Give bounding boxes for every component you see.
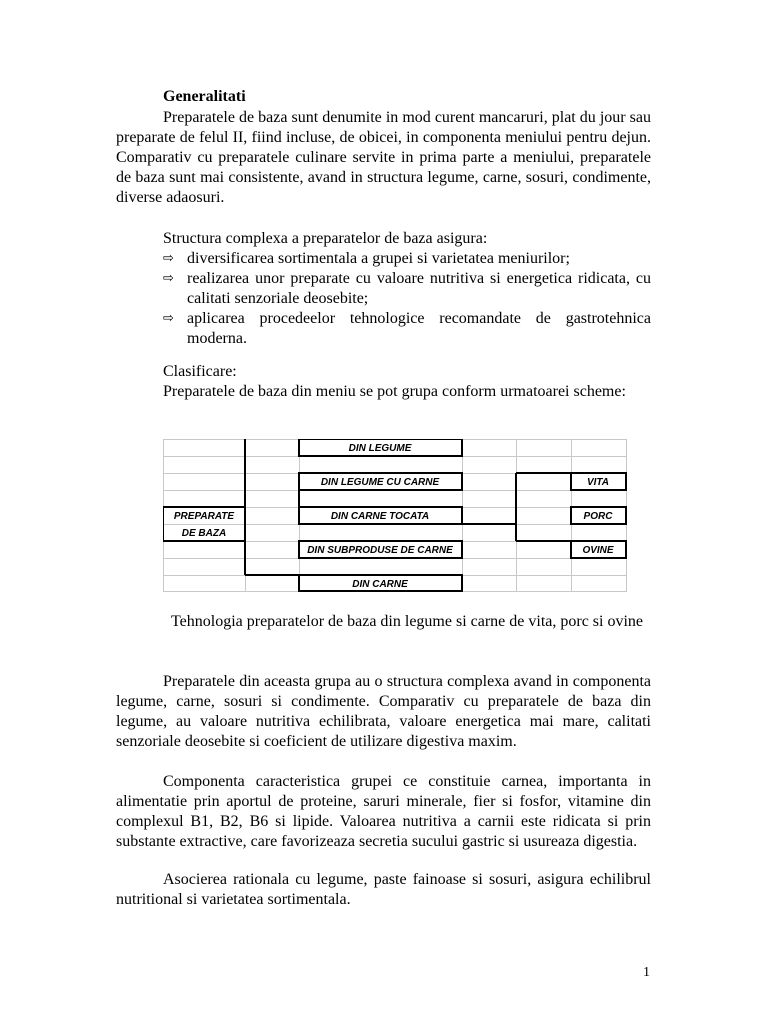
paragraph-association: Asocierea rationala cu legume, paste fainoase si sosuri, asigura echilibrul nutritional si varietatea sortimentala.: [116, 871, 651, 908]
paragraph-intro: Preparatele de baza sunt denumite in mod curent mancaruri, plat du jour sau preparate de felul II, fiind incluse, de obicei, in componenta meniului pentru dejun. Comparativ cu preparatele culinare servite in prima parte a meniului, preparatele de baza sunt mai consistente, avand in structura legume, carne, sosuri, condimente, diverse adaosuri.: [116, 109, 651, 206]
arrow-bullet-icon: ⇨: [163, 271, 174, 286]
meat-porc: PORC: [583, 511, 613, 522]
meat-ovine: OVINE: [582, 545, 614, 556]
list-item: ⇨ realizarea unor preparate cu valoare nutritiva si energetica ridicata, cu calitati senzoriale deosebite;: [163, 270, 651, 307]
category-din-legume: DIN LEGUME: [348, 443, 412, 454]
category-din-legume-cu-carne: DIN LEGUME CU CARNE: [320, 477, 440, 488]
arrow-bullet-icon: ⇨: [163, 251, 174, 266]
category-din-carne-tocata: DIN CARNE TOCATA: [330, 511, 430, 522]
classification-diagram: [163, 439, 627, 592]
paragraph-complex-structure: Preparatele din aceasta grupa au o structura complexa avand in componenta legume, carne, sosuri si condimente. Comparativ cu preparatele de baza din legume, au valoare nutritiva echilibrata, valoare energetica mai mare, calitati senzoriale deosebite si coeficient de utilizare digestiva maxim.: [116, 673, 651, 750]
benefits-list: [163, 249, 651, 349]
root-label-line2: DE BAZA: [181, 528, 227, 539]
page-number: 1: [643, 965, 650, 980]
root-label-line1: PREPARATE: [173, 511, 235, 522]
paragraph-meat-component: Componenta caracteristica grupei ce constituie carnea, importanta in alimentatie prin aportul de proteine, saruri minerale, fier si fosfor, vitamine din complexul B1, B2, B6 si lipide. Valoarea nutritiva a carnii este ridicata si prin substante extractive, care favorizeaza secretia sucului gastric si usureaza digestia.: [116, 773, 651, 850]
classification-label: Clasificare:: [163, 363, 237, 380]
section-heading: Generalitati: [163, 88, 246, 105]
paragraph-structure-intro: Structura complexa a preparatelor de baza asigura:: [163, 230, 488, 247]
diagram-caption: Tehnologia preparatelor de baza din legume si carne de vita, porc si ovine: [170, 613, 644, 630]
category-din-subproduse: DIN SUBPRODUSE DE CARNE: [307, 545, 453, 556]
category-din-carne: DIN CARNE: [352, 579, 408, 590]
list-item: ⇨ diversificarea sortimentala a grupei si varietatea meniurilor;: [163, 250, 570, 267]
list-item: ⇨ aplicarea procedeelor tehnologice recomandate de gastrotehnica moderna.: [163, 310, 651, 347]
meat-vita: VITA: [586, 477, 610, 488]
paragraph-scheme-intro: Preparatele de baza din meniu se pot grupa conform urmatoarei scheme:: [163, 383, 626, 400]
arrow-bullet-icon: ⇨: [163, 311, 174, 326]
